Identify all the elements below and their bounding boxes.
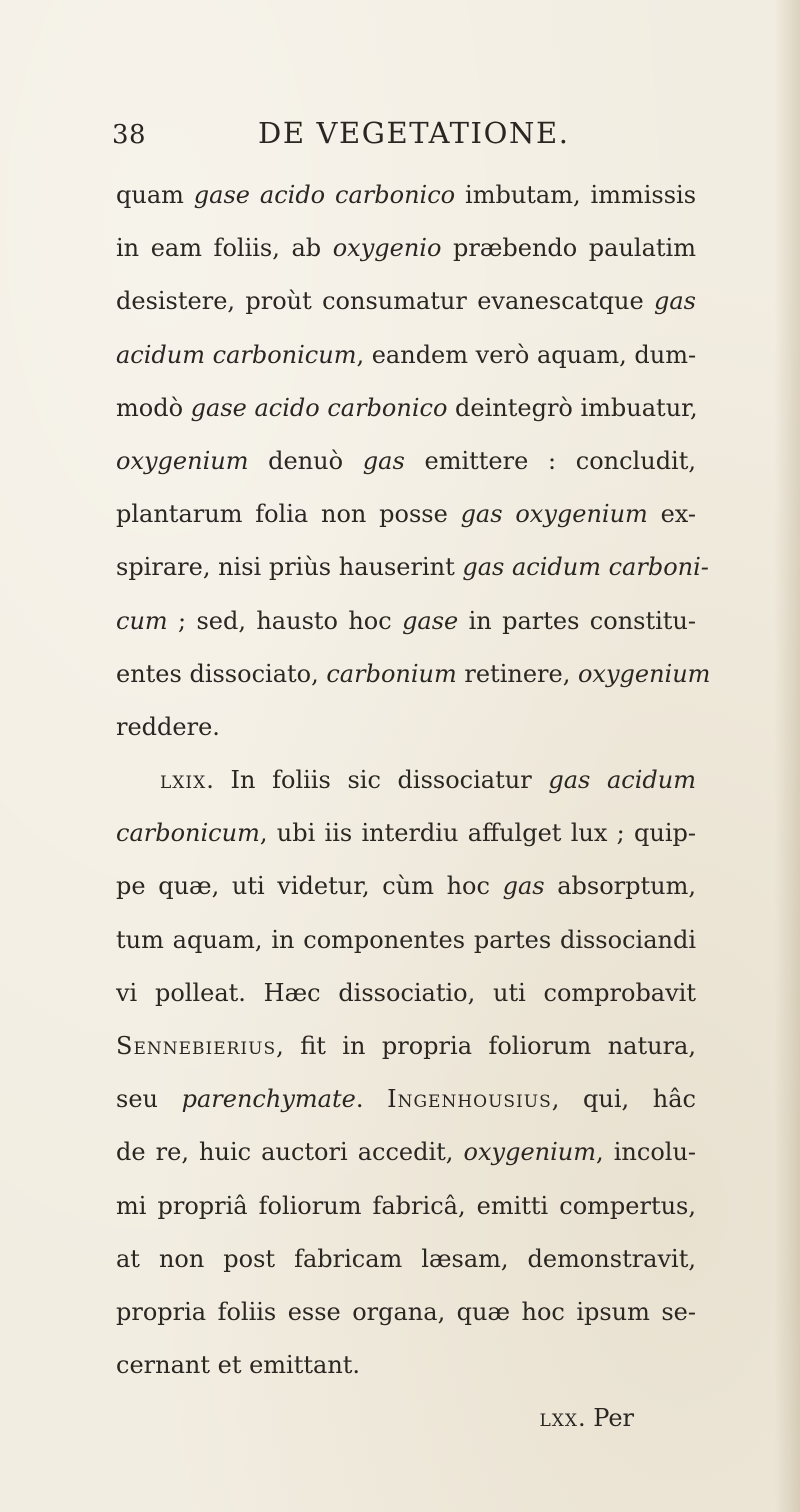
text-run: at non post fabricam læsam, demonstravit, [116,1244,696,1273]
italic-term: gas acidum carboni- [462,553,709,582]
catchword [116,1392,696,1445]
italic-term: gas [502,872,545,901]
text-line [116,1233,696,1286]
text-run: propria foliis esse organa, quæ hoc ipsum se- [116,1297,696,1326]
text-line [116,222,696,275]
text-run: imbutam, immissis [455,181,697,209]
text-line [116,1339,696,1392]
text-line [116,754,696,807]
text-run: deintegrò imbuatur, [447,393,698,422]
text-run: ; sed, hausto hoc [167,606,403,635]
text-run: denuò [248,446,363,475]
text-line [116,914,696,967]
text-run: plantarum folia non posse [116,500,461,529]
text-run: absorptum, [544,872,696,901]
italic-term: carbonicum [116,819,260,848]
text-line [116,1073,696,1126]
text-run: vi polleat. Hæc dissociatio, uti comprobavit [116,978,696,1007]
text-run: mi propriâ foliorum fabricâ, emitti compertus, [116,1191,696,1220]
text-run: in eam foliis, ab [116,234,333,263]
italic-term: gase [402,606,459,635]
text-run: , eandem verò aquam, dum- [356,340,697,369]
text-line [116,275,696,328]
running-head: DE VEGETATIONE. [258,116,570,150]
text-run: præbendo paulatim [441,234,696,263]
text-line [116,169,696,222]
italic-term: oxygenio [332,234,442,263]
text-run: . In foliis sic dissociatur [206,766,549,795]
text-run: , incolu- [596,1138,697,1167]
text-run: retinere, [456,659,578,688]
text-line [116,967,696,1020]
text-run: cernant et emittant. [116,1351,361,1380]
text-line [116,1286,696,1339]
text-run: ex- [647,500,696,529]
italic-term: oxygenium [463,1138,597,1167]
italic-term: gas [362,446,405,475]
italic-term: parenchymate [181,1085,356,1114]
catchword-text: . Per [577,1404,634,1433]
text-run: in partes constitu- [458,606,696,635]
italic-term: gas oxygenium [460,500,648,529]
text-line [116,1126,696,1179]
text-run: , qui, hâc [551,1085,696,1114]
small-caps-name: Sennebierius [116,1032,277,1060]
text-run: reddere. [116,712,220,741]
italic-term: gase acido carbonico [193,181,456,209]
text-line [116,860,696,913]
italic-term: gase acido carbonico [190,393,448,422]
text-run: desistere, proùt consumatur evanescatque [116,287,654,316]
italic-term: acidum carbonicum [116,340,357,369]
text-run: pe quæ, uti videtur, cùm hoc [116,872,503,901]
text-run: , fit in propria foliorum natura, [276,1032,696,1060]
page-header [112,116,672,156]
text-line [116,382,696,435]
text-line [116,1020,696,1073]
text-line [116,648,711,701]
text-run: quam [116,181,194,209]
text-run: seu [116,1085,182,1114]
page-number: 38 [112,120,147,150]
text-run: de re, huic auctori accedit, [116,1138,464,1167]
text-line [116,701,696,754]
text-run: tum aquam, in componentes partes dissociandi [116,925,696,954]
italic-term: cum [116,606,168,635]
italic-term: gas acidum [548,766,696,795]
text-line [116,807,696,860]
text-line [116,435,696,488]
small-caps-name: Ingenhousius [387,1085,552,1114]
text-line [116,1180,696,1233]
italic-term: oxygenium [577,659,711,688]
page-edge-shadow [774,0,800,1512]
small-caps-name: lxix [160,766,207,795]
text-run: spirare, nisi priùs hauserint [116,553,463,582]
text-line [116,488,696,541]
text-line [116,595,696,648]
italic-term: carbonium [326,659,457,688]
text-line [116,541,709,594]
text-run: . [355,1085,388,1114]
italic-term: gas [654,287,696,316]
text-run: modò [116,393,191,422]
text-run: , ubi iis interdiu affulget lux ; quip- [259,819,696,848]
text-run: emittere : concludit, [404,446,697,475]
text-line [116,329,696,382]
text-run: entes dissociato, [116,659,327,688]
body-text [116,169,711,1446]
catchword-number: lxx [539,1404,578,1433]
italic-term: oxygenium [116,446,249,475]
